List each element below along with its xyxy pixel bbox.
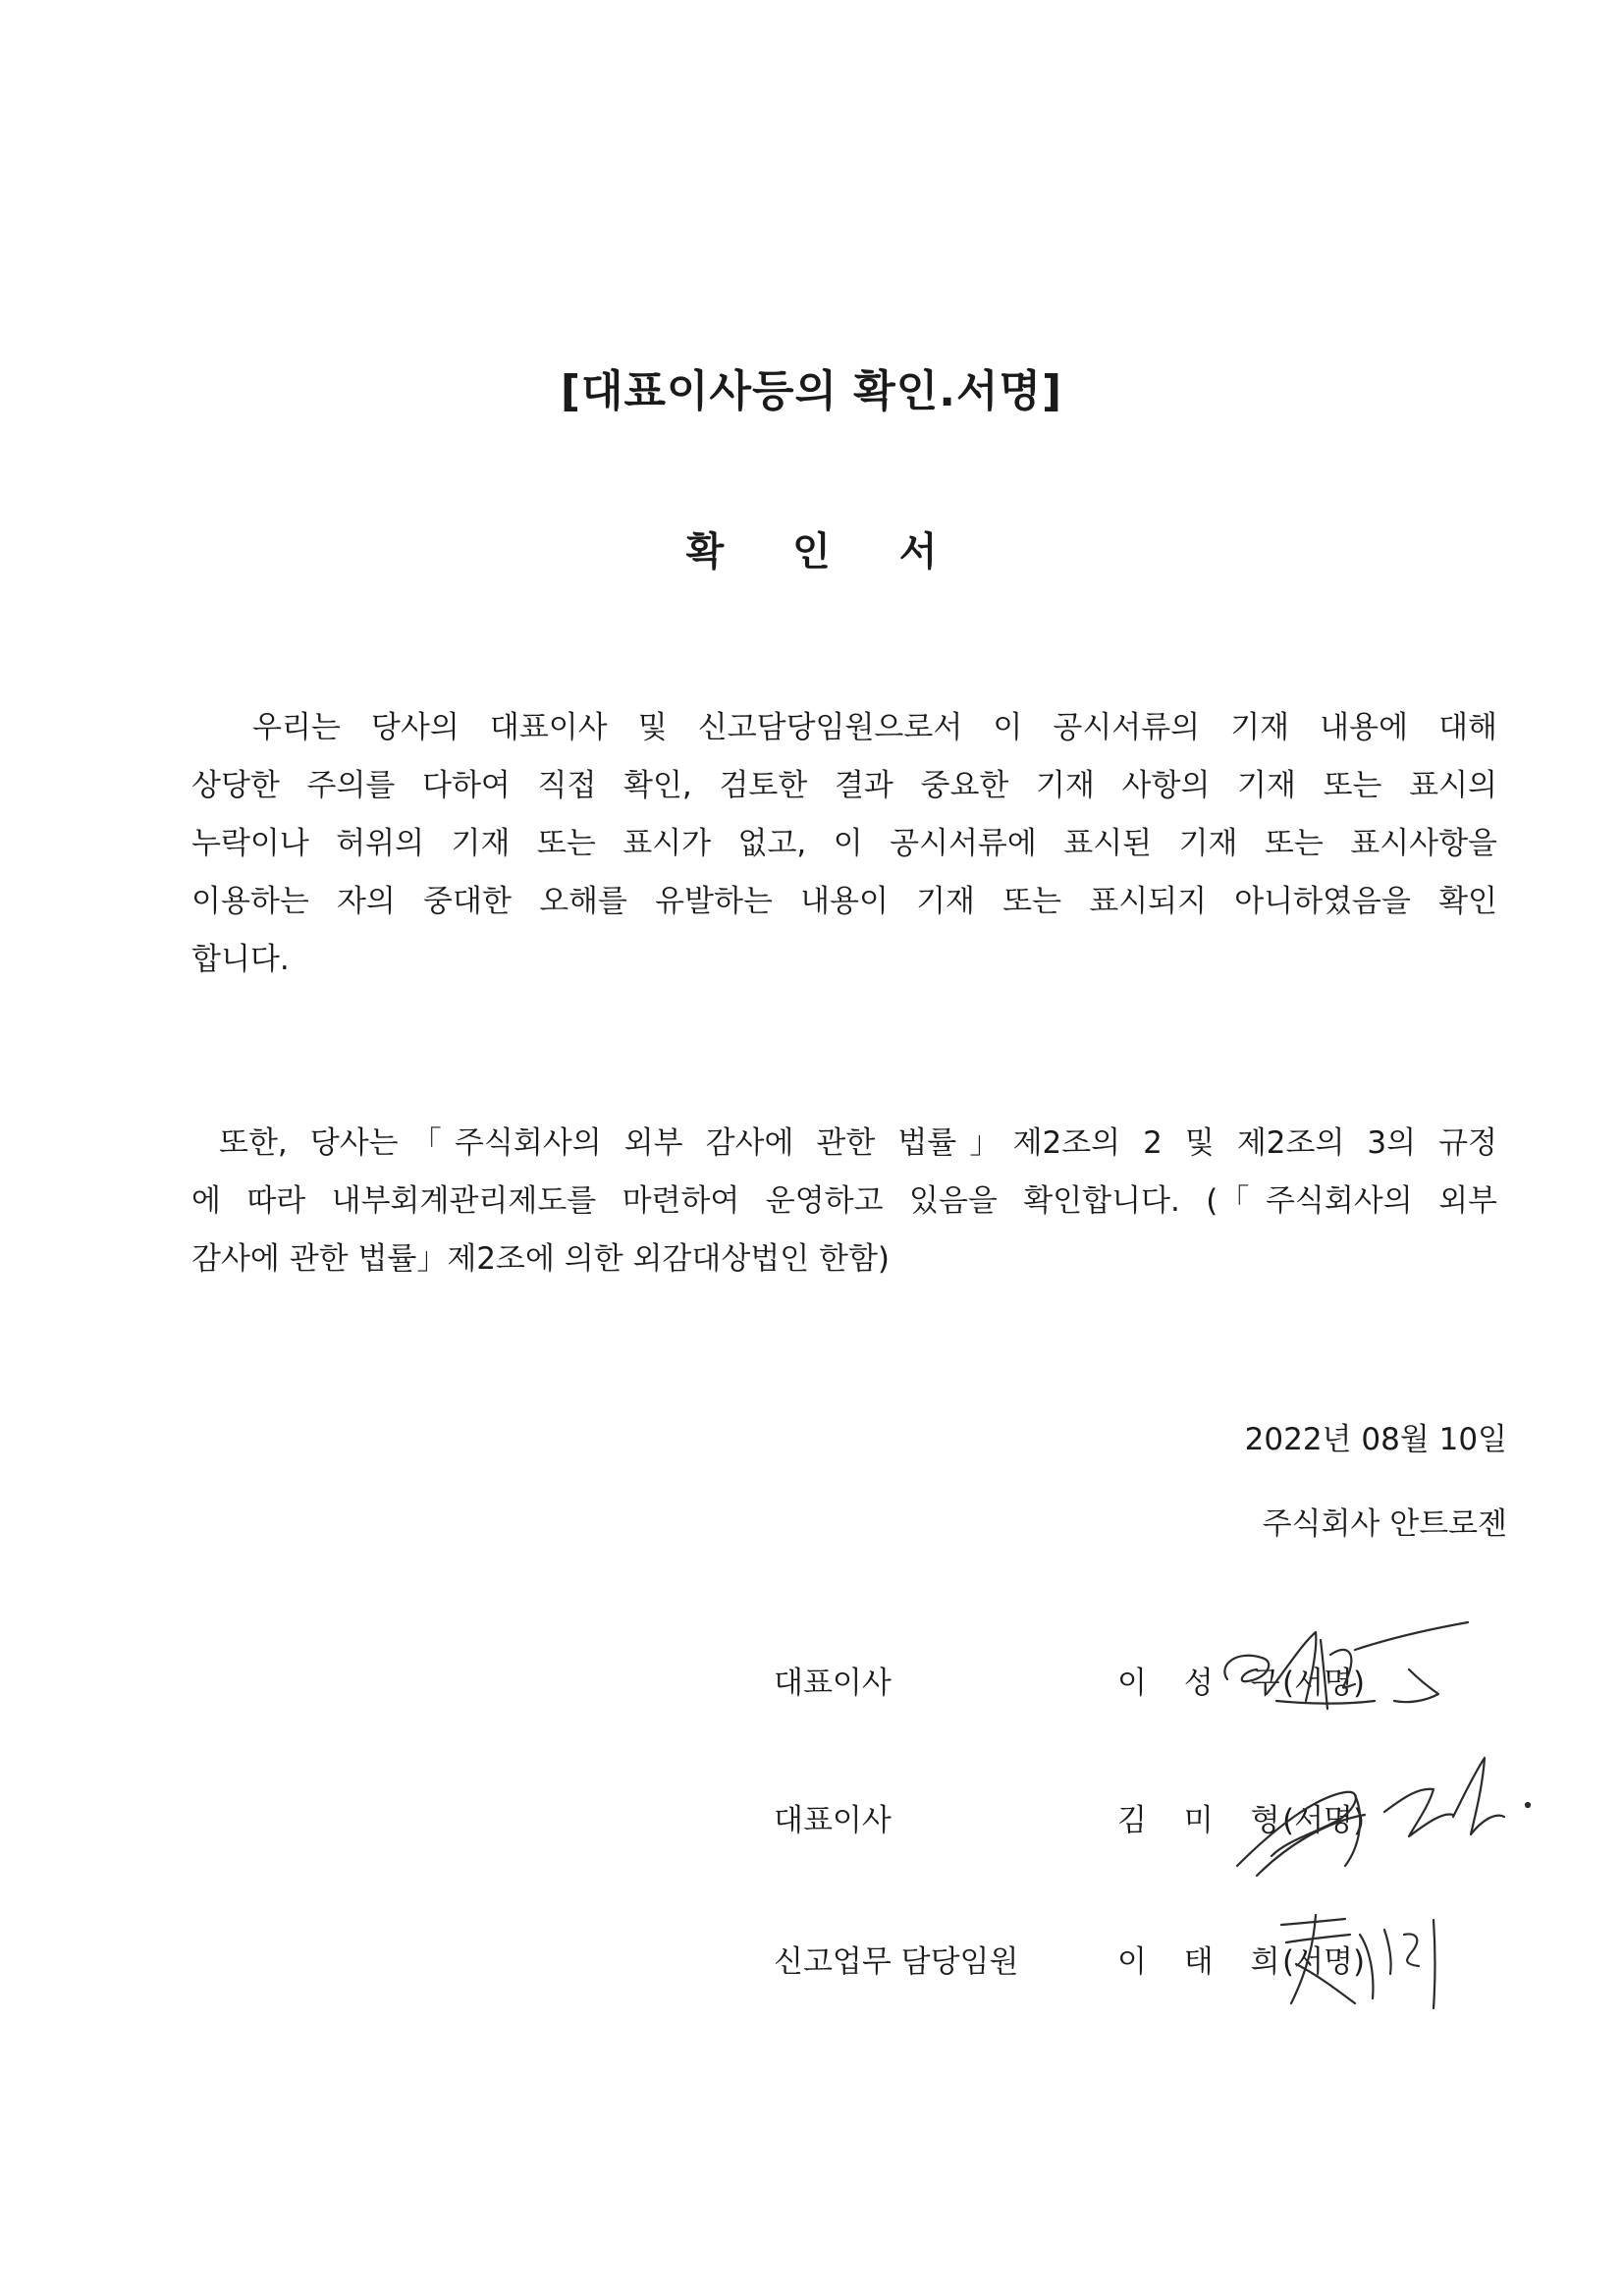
signatory-role: 대표이사 (774, 1803, 892, 1838)
paragraph-line: 상당한 주의를 다하여 직접 확인, 검토한 결과 중요한 기재 사항의 기재 또는 표시의 (191, 768, 1497, 803)
paragraph-line: 감사에 관한 법률」제2조에 의한 외감대상법인 한함) (191, 1241, 891, 1277)
paragraph-line: 우리는 당사의 대표이사 및 신고담당임원으로서 이 공시서류의 기재 내용에 대해 (252, 710, 1497, 745)
signature-mark-label: (서명) (1282, 1803, 1366, 1838)
signatory-name: 김 미 형 (1117, 1803, 1294, 1838)
document-subtitle: 확 인 서 (685, 529, 965, 574)
signatory-name: 이 태 희 (1117, 1944, 1294, 1980)
paragraph-line: 이용하는 자의 중대한 오해를 유발하는 내용이 기재 또는 표시되지 아니하였음을 확인 (191, 884, 1497, 919)
document-date: 2022년 08월 10일 (1244, 1422, 1507, 1457)
confirmation-paragraph (191, 699, 1497, 989)
paragraph-line: 누락이나 허위의 기재 또는 표시가 없고, 이 공시서류에 표시된 기재 또는 표시사항을 (191, 826, 1497, 861)
paragraph-line: 에 따라 내부회계관리제도를 마련하여 운영하고 있음을 확인합니다. (「주식회사의 외부 (191, 1183, 1497, 1219)
signature-mark-label: (서명) (1282, 1944, 1366, 1980)
signature-mark-label: (서명) (1282, 1666, 1366, 1701)
company-name: 주식회사 안트로젠 (1262, 1506, 1507, 1542)
internal-control-paragraph (191, 1115, 1497, 1288)
signatory-role: 대표이사 (774, 1666, 892, 1701)
signatory-role: 신고업무 담당임원 (774, 1944, 1019, 1980)
document-title: [대표이사등의 확인.서명] (560, 366, 1063, 416)
paragraph-line: 또한, 당사는「주식회사의 외부 감사에 관한 법률」제2조의 2 및 제2조의 3의 규정 (219, 1125, 1497, 1161)
paragraph-line: 합니다. (191, 942, 290, 977)
signatory-name: 이 성 구 (1117, 1666, 1294, 1701)
